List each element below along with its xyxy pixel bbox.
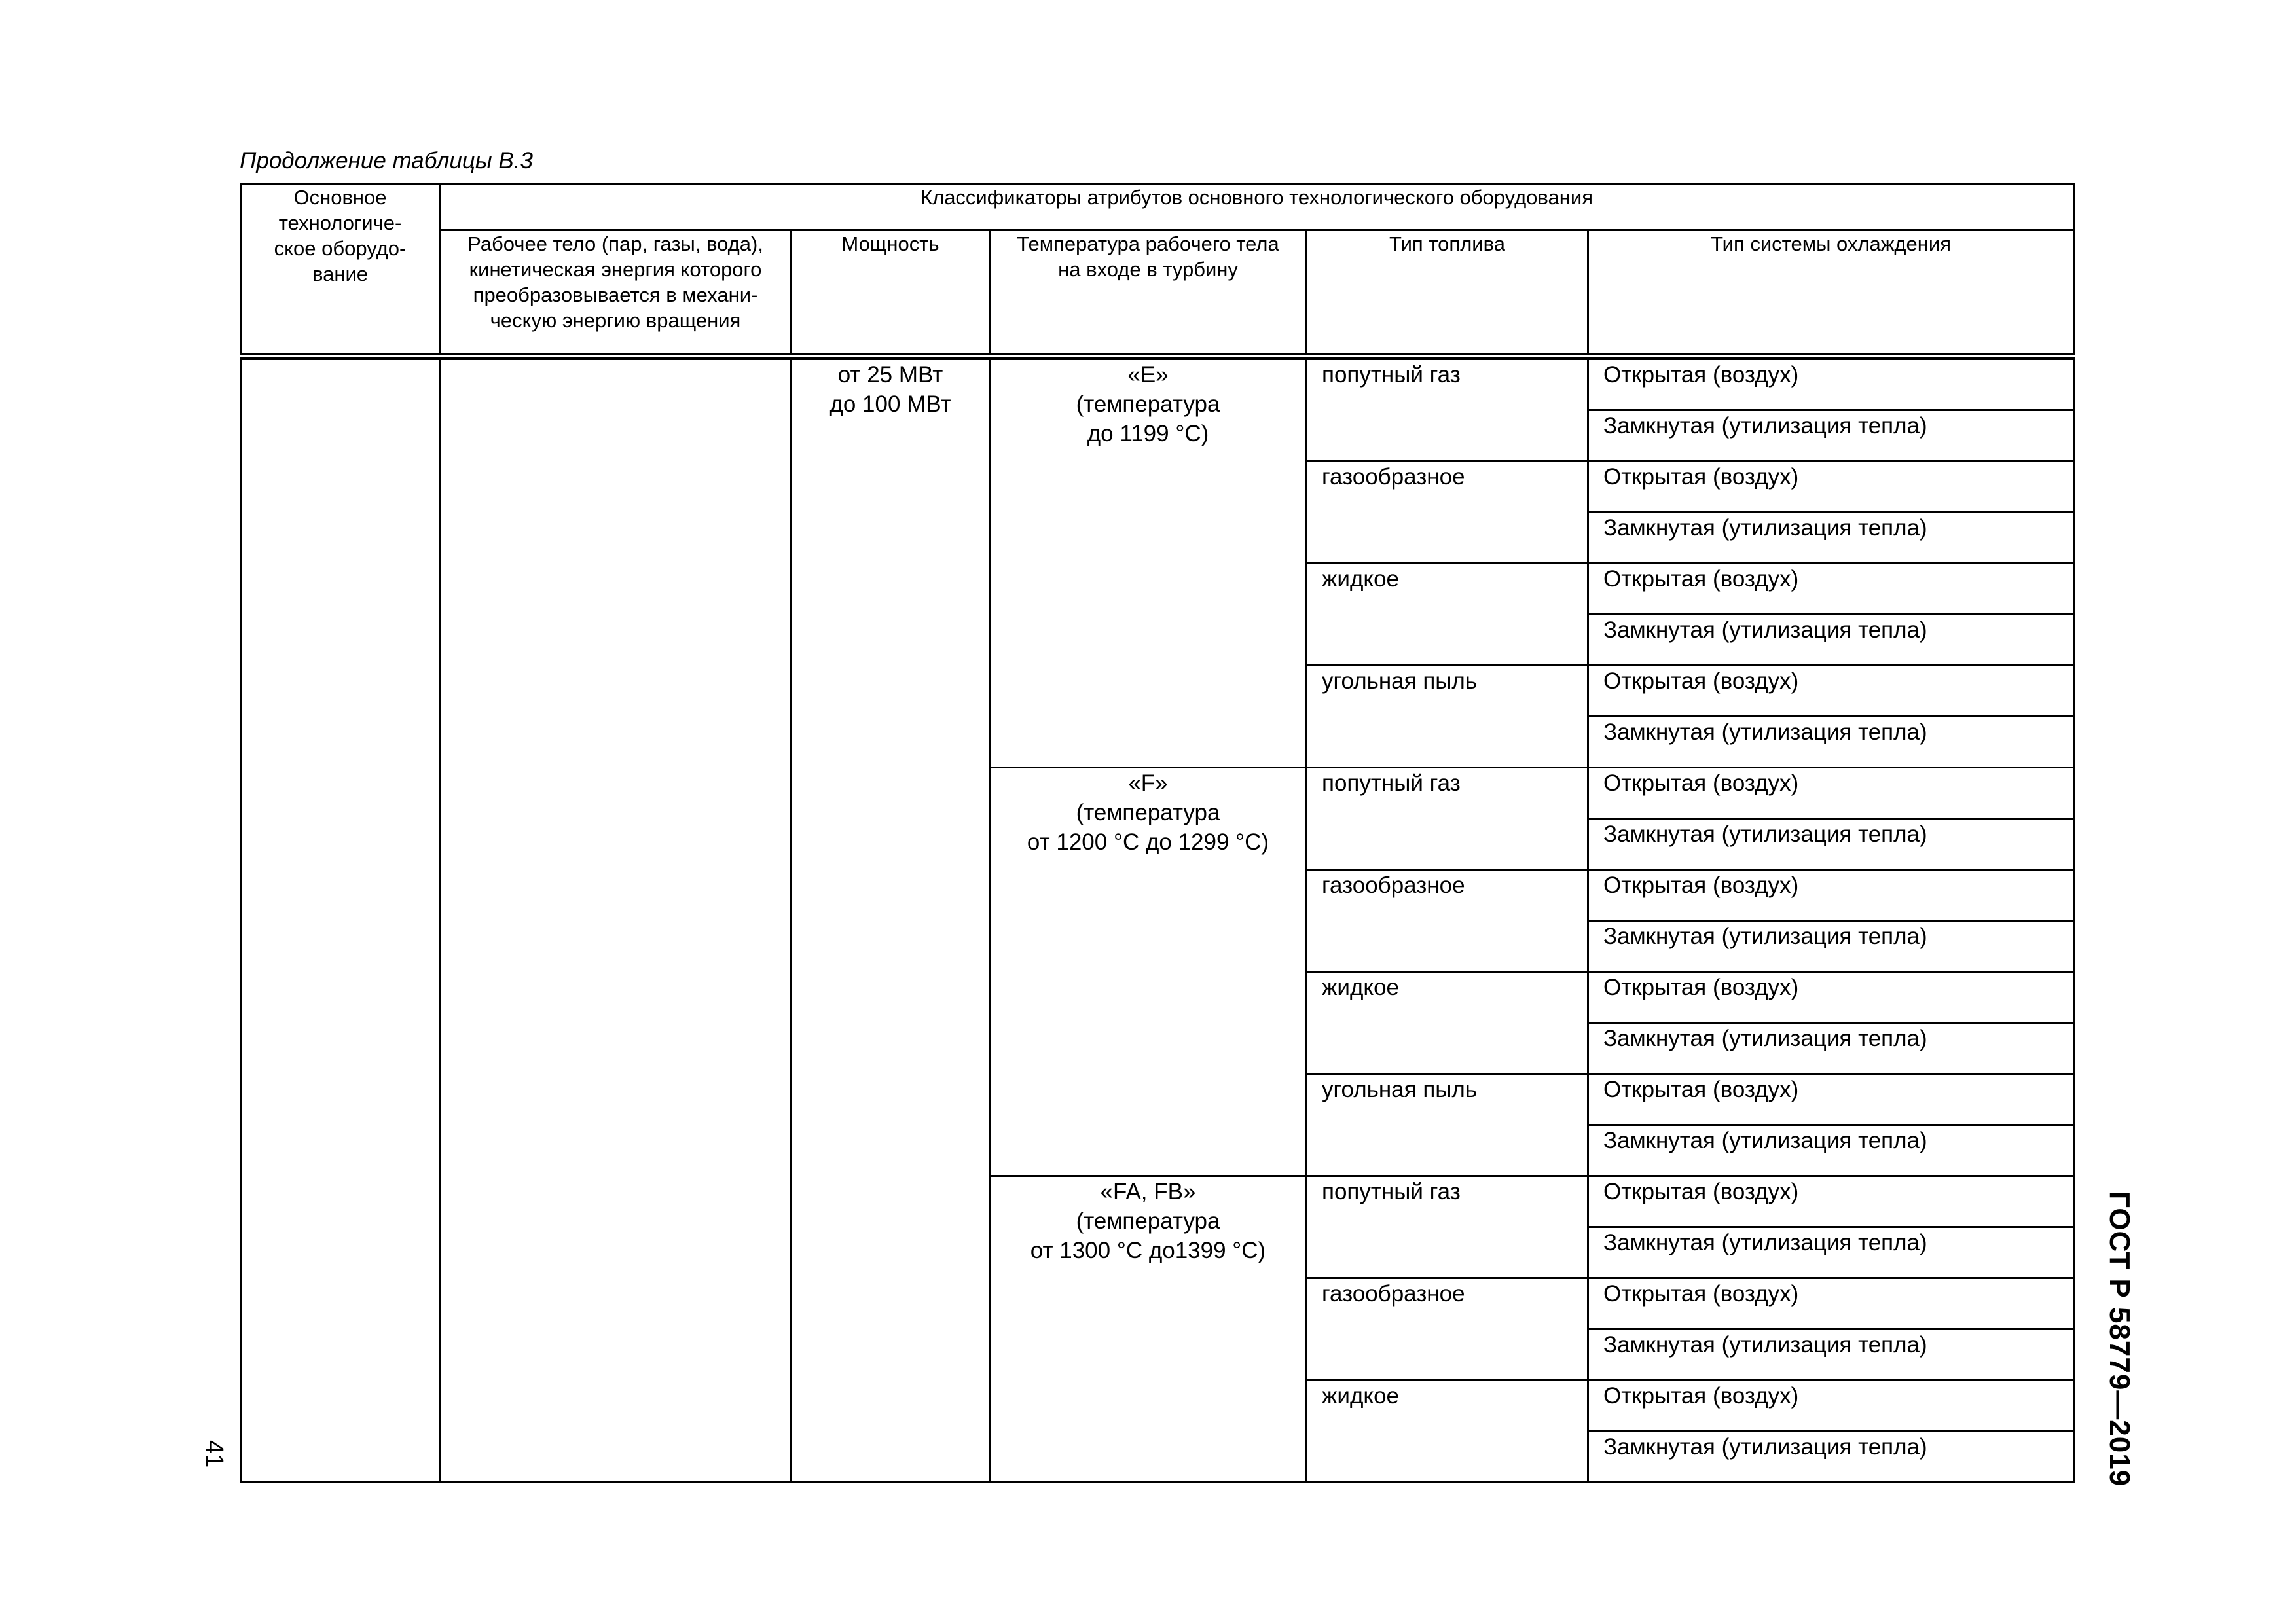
cell-cooling: Открытая (воздух) — [1588, 1074, 2074, 1125]
cell-cooling: Открытая (воздух) — [1588, 461, 2074, 513]
cell-fuel: попутный газ — [1307, 357, 1588, 461]
cell-fuel: попутный газ — [1307, 1176, 1588, 1278]
cell-fuel: угольная пыль — [1307, 1074, 1588, 1176]
page-number: 41 — [200, 1440, 228, 1468]
header-working-fluid: Рабочее тело (пар, газы, вода), кинетическая энергия которого преобразовывается в механи- ческую энергию вращения — [440, 230, 792, 357]
cell-fuel: угольная пыль — [1307, 666, 1588, 768]
cell-cooling: Открытая (воздух) — [1588, 1278, 2074, 1329]
cell-temperature-fa-fb: «FA, FB» (температура от 1300 °C до1399 °C) — [990, 1176, 1307, 1483]
cell-cooling: Замкнутая (утилизация тепла) — [1588, 717, 2074, 768]
cell-cooling: Открытая (воздух) — [1588, 768, 2074, 819]
cell-temperature-f: «F» (температура от 1200 °C до 1299 °C) — [990, 768, 1307, 1176]
cell-cooling: Открытая (воздух) — [1588, 870, 2074, 921]
header-temperature: Температура рабочего тела на входе в турбину — [990, 230, 1307, 357]
cell-cooling: Открытая (воздух) — [1588, 1380, 2074, 1432]
cell-cooling: Замкнутая (утилизация тепла) — [1588, 819, 2074, 870]
cell-fuel: жидкое — [1307, 972, 1588, 1074]
header-classifier-group: Классификаторы атрибутов основного технологического оборудования — [440, 184, 2074, 230]
cell-cooling: Открытая (воздух) — [1588, 972, 2074, 1023]
cell-cooling: Замкнутая (утилизация тепла) — [1588, 1329, 2074, 1380]
cell-cooling: Замкнутая (утилизация тепла) — [1588, 1023, 2074, 1074]
cell-cooling: Открытая (воздух) — [1588, 357, 2074, 410]
standard-code: ГОСТ Р 58779—2019 — [2104, 1191, 2136, 1487]
cell-fuel: газообразное — [1307, 1278, 1588, 1380]
cell-cooling: Замкнутая (утилизация тепла) — [1588, 1227, 2074, 1278]
cell-power: от 25 МВт до 100 МВт — [792, 357, 990, 1483]
cell-cooling: Открытая (воздух) — [1588, 666, 2074, 717]
cell-fuel: жидкое — [1307, 1380, 1588, 1483]
header-equipment: Основное технологиче- ское оборудо- вание — [241, 184, 440, 357]
cell-working-fluid — [440, 357, 792, 1483]
cell-cooling: Замкнутая (утилизация тепла) — [1588, 921, 2074, 972]
cell-temperature-e: «E» (температура до 1199 °C) — [990, 357, 1307, 768]
header-cooling-type: Тип системы охлаждения — [1588, 230, 2074, 357]
cell-cooling: Замкнутая (утилизация тепла) — [1588, 410, 2074, 461]
classifier-table — [240, 183, 2075, 1483]
cell-fuel: газообразное — [1307, 461, 1588, 564]
header-fuel-type: Тип топлива — [1307, 230, 1588, 357]
cell-cooling: Открытая (воздух) — [1588, 1176, 2074, 1227]
cell-cooling: Замкнутая (утилизация тепла) — [1588, 615, 2074, 666]
cell-cooling: Замкнутая (утилизация тепла) — [1588, 513, 2074, 564]
table-caption: Продолжение таблицы В.3 — [240, 148, 533, 173]
header-power: Мощность — [792, 230, 990, 357]
cell-fuel: жидкое — [1307, 564, 1588, 666]
cell-cooling: Открытая (воздух) — [1588, 564, 2074, 615]
cell-equipment — [241, 357, 440, 1483]
cell-cooling: Замкнутая (утилизация тепла) — [1588, 1432, 2074, 1483]
cell-fuel: попутный газ — [1307, 768, 1588, 870]
cell-fuel: газообразное — [1307, 870, 1588, 972]
cell-cooling: Замкнутая (утилизация тепла) — [1588, 1125, 2074, 1176]
